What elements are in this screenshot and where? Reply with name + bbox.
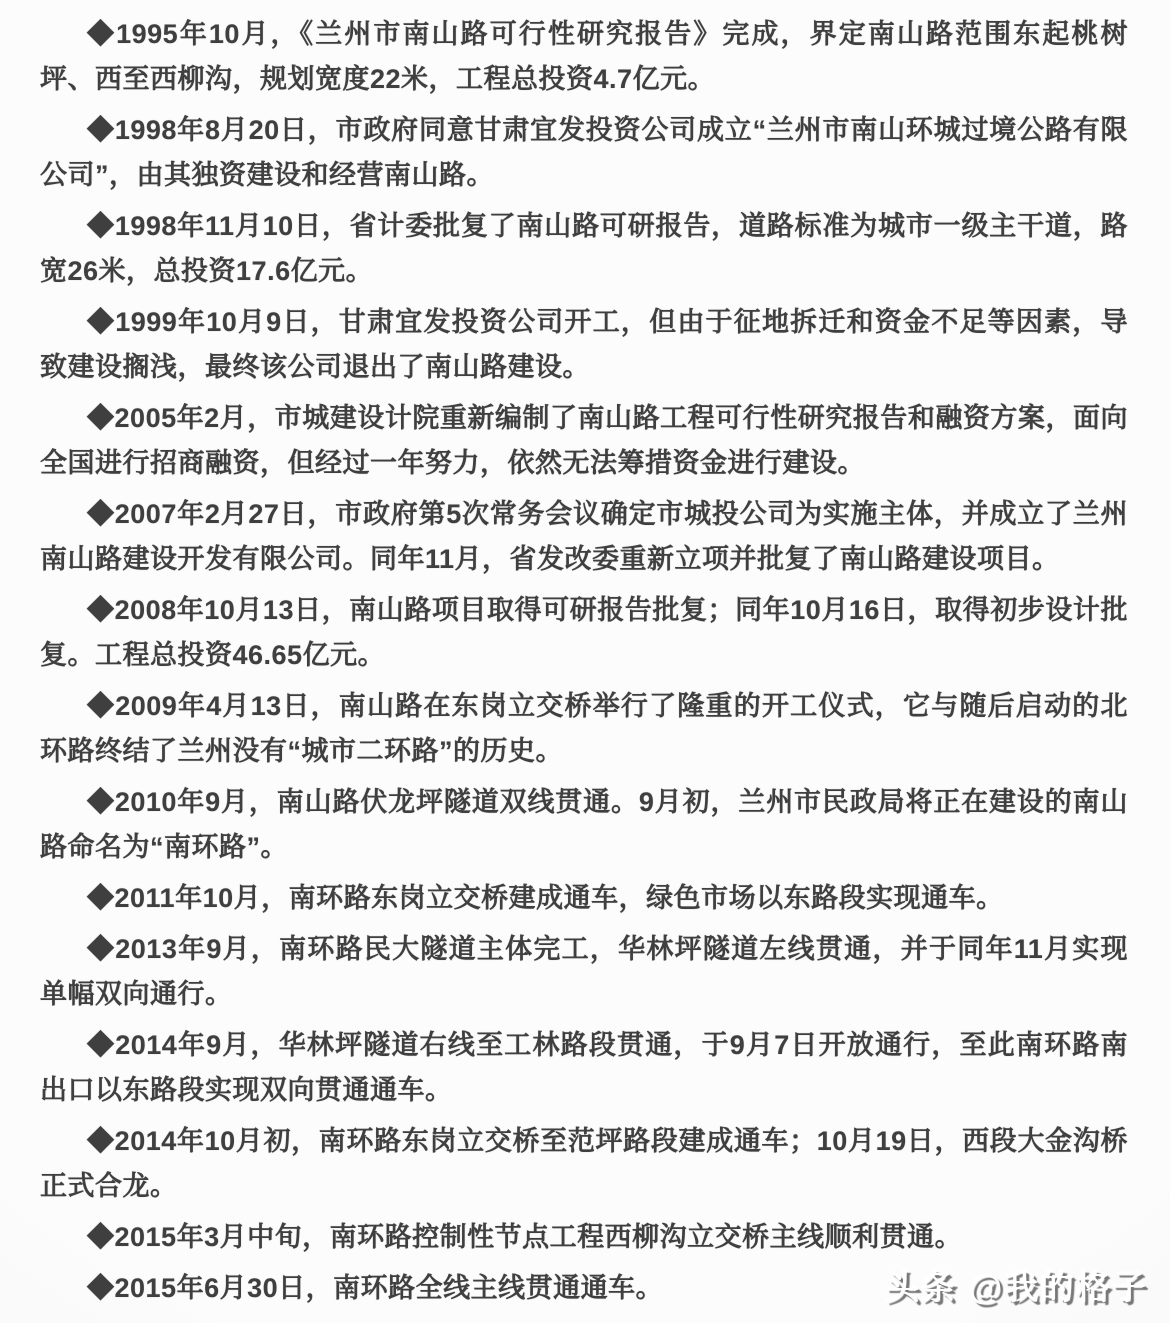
timeline-entry	[40, 684, 1128, 774]
timeline-entry-text: 2010年9月，南山路伏龙坪隧道双线贯通。9月初，兰州市民政局将正在建设的南山路命名为“南环路”。	[40, 787, 1128, 862]
timeline-entry-text: 2015年6月30日，南环路全线主线贯通通车。	[114, 1273, 664, 1303]
timeline-entry	[40, 927, 1128, 1017]
timeline-entry-text: 2014年9月，华林坪隧道右线至工林路段贯通，于9月7日开放通行，至此南环路南出口以东路段实现双向贯通通车。	[40, 1030, 1128, 1105]
diamond-bullet-icon: ◆	[87, 307, 116, 337]
diamond-bullet-icon: ◆	[87, 1126, 115, 1156]
timeline-entry	[40, 780, 1128, 870]
diamond-bullet-icon: ◆	[87, 499, 115, 529]
timeline-entry	[40, 588, 1128, 678]
timeline-entry-text: 1999年10月9日，甘肃宜发投资公司开工，但由于征地拆迁和资金不足等因素，导致建设搁浅，最终该公司退出了南山路建设。	[40, 307, 1128, 382]
diamond-bullet-icon: ◆	[87, 211, 115, 241]
diamond-bullet-icon: ◆	[87, 1222, 115, 1252]
toutiao-watermark: 头条 @我的格子	[885, 1269, 1148, 1307]
timeline-entry-text: 1998年11月10日，省计委批复了南山路可研报告，道路标准为城市一级主干道，路宽26米，总投资17.6亿元。	[40, 211, 1128, 286]
timeline-entry-text: 2007年2月27日，市政府第5次常务会议确定市城投公司为实施主体，并成立了兰州南山路建设开发有限公司。同年11月，省发改委重新立项并批复了南山路建设项目。	[40, 499, 1128, 574]
diamond-bullet-icon: ◆	[87, 19, 117, 49]
timeline-entry	[40, 12, 1128, 102]
diamond-bullet-icon: ◆	[87, 595, 115, 625]
diamond-bullet-icon: ◆	[87, 787, 115, 817]
timeline-entry	[40, 876, 1128, 921]
diamond-bullet-icon: ◆	[87, 1273, 115, 1303]
timeline-entry-text: 2011年10月，南环路东岗立交桥建成通车，绿色市场以东路段实现通车。	[114, 883, 1004, 913]
timeline-entry-text: 2015年3月中旬，南环路控制性节点工程西柳沟立交桥主线顺利贯通。	[114, 1222, 963, 1252]
timeline-entry-text: 2014年10月初，南环路东岗立交桥至范坪路段建成通车；10月19日，西段大金沟桥正式合龙。	[40, 1126, 1128, 1201]
timeline-entry-text: 1998年8月20日，市政府同意甘肃宜发投资公司成立“兰州市南山环城过境公路有限公司”，由其独资建设和经营南山路。	[40, 115, 1128, 190]
timeline-entry	[40, 396, 1128, 486]
timeline-entry-text: 2013年9月，南环路民大隧道主体完工，华林坪隧道左线贯通，并于同年11月实现单幅双向通行。	[40, 934, 1129, 1009]
diamond-bullet-icon: ◆	[87, 115, 115, 145]
timeline-entry	[40, 492, 1128, 582]
timeline-entry-text: 1995年10月，《兰州市南山路可行性研究报告》完成，界定南山路范围东起桃树坪、西至西柳沟，规划宽度22米，工程总投资4.7亿元。	[40, 19, 1128, 94]
diamond-bullet-icon: ◆	[87, 883, 115, 913]
timeline-entry	[40, 300, 1128, 390]
diamond-bullet-icon: ◆	[87, 934, 116, 964]
timeline-entry	[40, 1023, 1128, 1113]
diamond-bullet-icon: ◆	[87, 403, 115, 433]
timeline-entry-text: 2009年4月13日，南山路在东岗立交桥举行了隆重的开工仪式，它与随后启动的北环路终结了兰州没有“城市二环路”的历史。	[40, 691, 1128, 766]
timeline-entry	[40, 1215, 1128, 1260]
timeline-entry	[40, 1119, 1128, 1209]
timeline-entry-text: 2008年10月13日，南山路项目取得可研报告批复；同年10月16日，取得初步设计批复。工程总投资46.65亿元。	[40, 595, 1129, 670]
timeline-entry	[40, 108, 1128, 198]
diamond-bullet-icon: ◆	[87, 1030, 116, 1060]
timeline-entry	[40, 204, 1128, 294]
diamond-bullet-icon: ◆	[87, 691, 116, 721]
timeline-entry-text: 2005年2月，市城建设计院重新编制了南山路工程可行性研究报告和融资方案，面向全国进行招商融资，但经过一年努力，依然无法筹措资金进行建设。	[40, 403, 1128, 478]
